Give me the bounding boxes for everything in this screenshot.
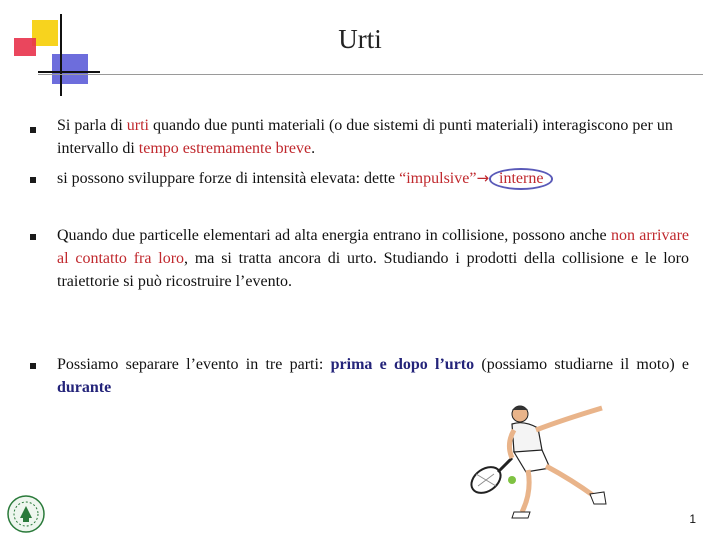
tennis-player-image bbox=[462, 400, 612, 525]
text-segment: . bbox=[311, 140, 316, 157]
highlight-impulsive: “impulsive” bbox=[399, 170, 477, 187]
text-segment: Quando due particelle elementari ad alta energia entrano in collisione, possono anche bbox=[57, 227, 611, 244]
highlight-prima-dopo: prima e dopo l’urto bbox=[330, 356, 475, 373]
text-segment: Si parla di bbox=[57, 117, 127, 134]
highlight-tempo: tempo estremamente breve bbox=[138, 140, 312, 157]
highlight-durante: durante bbox=[57, 379, 112, 396]
bullet-marker bbox=[30, 127, 36, 133]
slide-title: Urti bbox=[338, 24, 382, 54]
text-segment: quando due punti materiali (o due sistemi di punti materiali) interagiscono per un intervallo di bbox=[57, 117, 673, 157]
text-segment: (possiamo studiarne il moto) e bbox=[474, 356, 690, 373]
university-logo bbox=[6, 494, 46, 534]
page-number: 1 bbox=[689, 512, 696, 526]
text-segment: si possono sviluppare forze di intensità elevata: dette bbox=[57, 170, 400, 187]
ring-annotation bbox=[489, 168, 553, 190]
bullet-marker bbox=[30, 234, 36, 240]
text-segment: , ma si tratta ancora di urto. Studiando i prodotti della collisione e le loro traiettorie si può ricostruire l’evento. bbox=[57, 250, 689, 290]
highlight-contatto: non arrivare al contatto fra loro bbox=[57, 227, 690, 267]
bullet-text-3 bbox=[57, 224, 689, 293]
bullet-marker bbox=[30, 363, 36, 369]
highlight-interne: interne bbox=[499, 170, 544, 187]
title-divider bbox=[38, 74, 703, 75]
bullet-text-4 bbox=[57, 353, 689, 399]
arrow-icon: → bbox=[476, 169, 490, 187]
highlight-urti: urti bbox=[126, 117, 149, 134]
text-segment: Possiamo separare l’evento in tre parti: bbox=[57, 356, 331, 373]
bullet-text-2 bbox=[57, 167, 689, 190]
bullet-marker bbox=[30, 177, 36, 183]
bullet-text-1 bbox=[57, 114, 689, 160]
